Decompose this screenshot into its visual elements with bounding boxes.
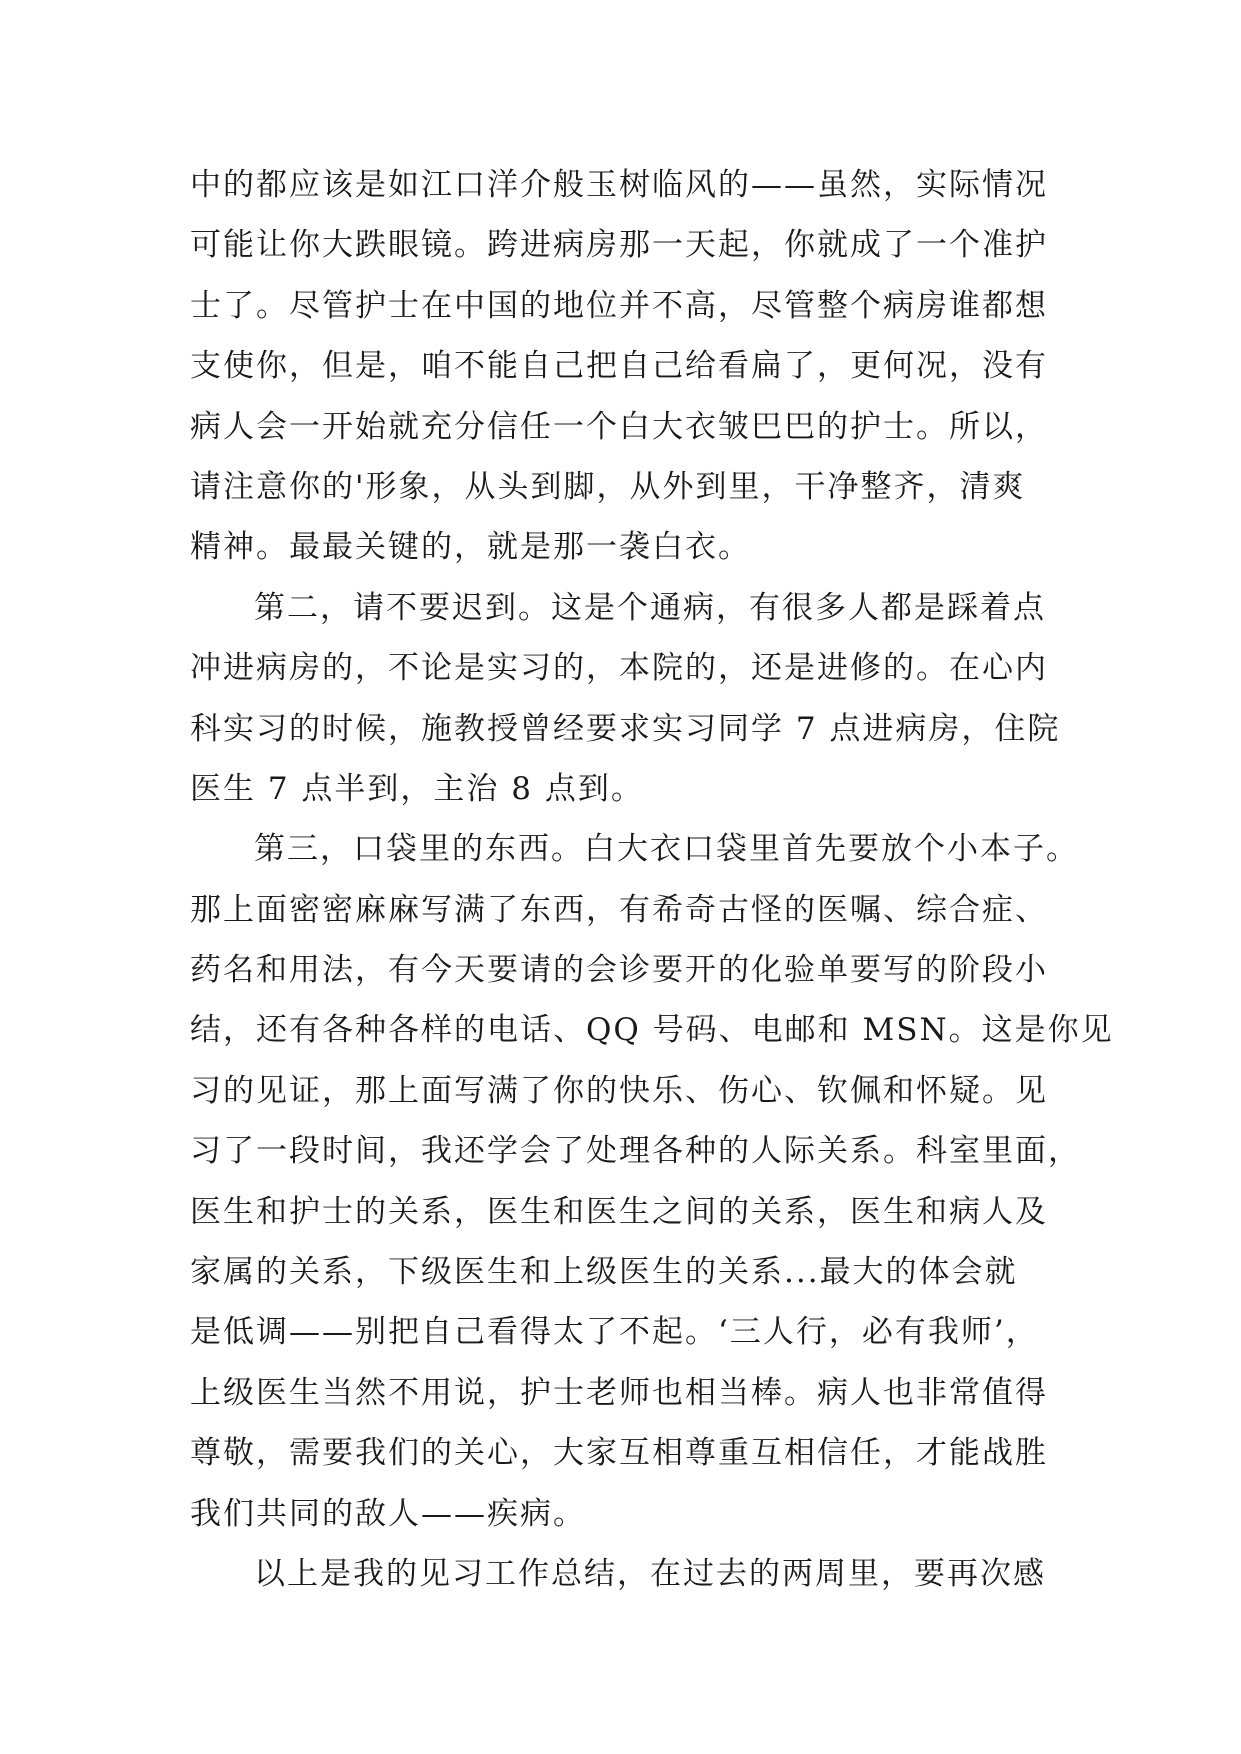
text-line: 可能让你大跌眼镜。跨进病房那一天起，你就成了一个准护: [190, 227, 1048, 264]
text-line: 结，还有各种各样的电话、QQ 号码、电邮和 MSN。这是你见: [190, 1012, 1114, 1049]
text-line: 医生和护士的关系，医生和医生之间的关系，医生和病人及: [190, 1193, 1048, 1230]
text-line: 上级医生当然不用说，护士老师也相当棒。病人也非常值得: [190, 1374, 1048, 1411]
text-line: 药名和用法，有今天要请的会诊要开的化验单要写的阶段小: [190, 952, 1048, 989]
text-line: 士了。尽管护士在中国的地位并不高，尽管整个病房谁都想: [190, 287, 1048, 324]
paragraph-start-line: 第二，请不要迟到。这是个通病，有很多人都是踩着点: [254, 589, 1046, 626]
text-line: 我们共同的敌人——疾病。: [190, 1495, 586, 1532]
paragraph-start-line: 第三，口袋里的东西。白大衣口袋里首先要放个小本子。: [254, 831, 1079, 868]
body-text: [190, 155, 1114, 1604]
text-line: 习了一段时间，我还学会了处理各种的人际关系。科室里面，: [190, 1133, 1081, 1170]
text-line: 支使你，但是，咱不能自己把自己给看扁了，更何况，没有: [190, 348, 1048, 385]
text-line: 中的都应该是如江口洋介般玉树临风的——虽然，实际情况: [190, 167, 1048, 203]
text-line: 科实习的时候，施教授曾经要求实习同学 7 点进病房，住院: [190, 710, 1061, 747]
text-line: 请注意你的'形象，从头到脚，从外到里，干净整齐，清爽: [190, 468, 1026, 505]
text-line: 医生 7 点半到，主治 8 点到。: [190, 770, 644, 807]
text-line: 是低调——别把自己看得太了不起。‘三人行，必有我师’，: [190, 1314, 1039, 1351]
text-line: 那上面密密麻麻写满了东西，有希奇古怪的医嘱、综合症、: [190, 891, 1048, 928]
text-line: 病人会一开始就充分信任一个白大衣皱巴巴的护士。所以，: [190, 408, 1048, 445]
text-line: 习的见证，那上面写满了你的快乐、伤心、钦佩和怀疑。见: [190, 1072, 1048, 1109]
text-line: 精神。最最关键的，就是那一袭白衣。: [190, 529, 751, 566]
paragraph-start-line: 以上是我的见习工作总结，在过去的两周里，要再次感: [254, 1555, 1046, 1592]
text-line: 尊敬，需要我们的关心，大家互相尊重互相信任，才能战胜: [190, 1435, 1048, 1472]
text-line: 家属的关系，下级医生和上级医生的关系...最大的体会就: [190, 1254, 1018, 1291]
text-line: 冲进病房的，不论是实习的，本院的，还是进修的。在心内: [190, 650, 1048, 687]
